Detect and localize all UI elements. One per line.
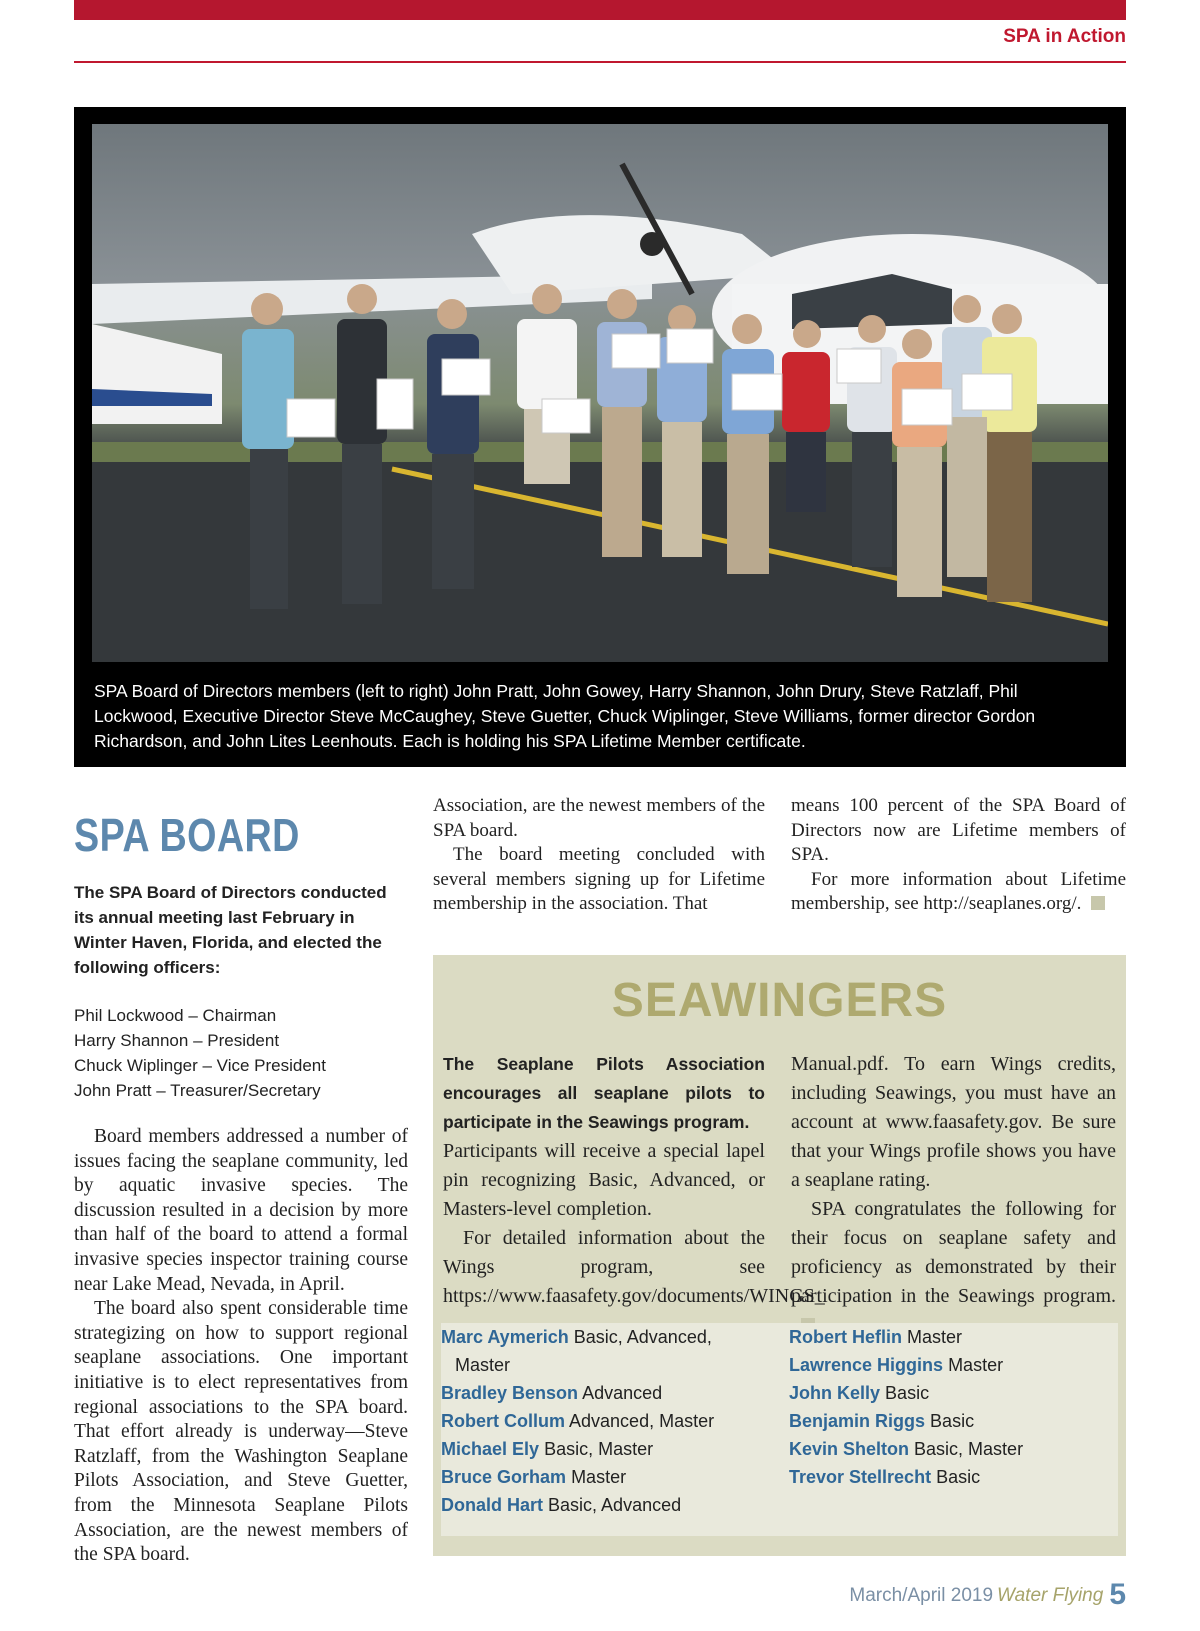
honoree-levels: Basic (930, 1411, 975, 1431)
end-mark (1091, 896, 1105, 910)
photo-caption: SPA Board of Directors members (left to right) John Pratt, John Gowey, Harry Shannon, John Drury, Steve Ratzlaff, Phil Lockwood, Executive Director Steve McCaughey, Steve Guetter, Chuck Wiplinger, Steve Williams, former director Gordon Richardson, and John Lites Leenhouts. Each is holding his SPA Lifetime Member certificate. (94, 681, 1036, 751)
spa-board-body-col3 (791, 794, 1126, 917)
honoree-levels: Basic, Advanced, (573, 1327, 712, 1347)
body-paragraph: The board meeting concluded with several members signing up for Lifetime membership in the association. That (433, 844, 765, 915)
officer-item: Harry Shannon – President (74, 1031, 280, 1050)
honoree-levels: Basic (885, 1383, 930, 1403)
honoree-levels: Advanced, Master (569, 1411, 715, 1431)
section-label: SPA in Action (1003, 26, 1126, 47)
honoree-item (441, 1379, 662, 1408)
issue-date: March/April 2019 (849, 1585, 994, 1606)
seawingers-lead: The Seaplane Pilots Association encourages all seaplane pilots to participate in the Seawings program. (443, 1054, 765, 1132)
honoree-name: Bradley Benson (441, 1383, 579, 1403)
board-group-photo (92, 124, 1108, 662)
spa-board-lead-text: The SPA Board of Directors conducted its annual meeting last February in Winter Haven, Florida, and elected the following officers: (74, 883, 387, 977)
magazine-title: Water Flying (997, 1585, 1104, 1606)
page-number: 5 (1109, 1578, 1126, 1611)
honoree-item (789, 1379, 929, 1408)
honoree-item (441, 1323, 712, 1352)
body-paragraph (791, 868, 1126, 917)
officers-list (74, 1003, 408, 1103)
honoree-name: Trevor Stellrecht (789, 1467, 932, 1487)
honoree-item (441, 1435, 653, 1464)
officer-item: Phil Lockwood – Chairman (74, 1006, 277, 1025)
header-color-bar (74, 0, 1126, 20)
photo-frame (74, 107, 1126, 767)
honoree-item (789, 1463, 980, 1492)
honoree-name: Robert Heflin (789, 1327, 903, 1347)
honoree-item (441, 1491, 681, 1520)
header-rule (74, 61, 1126, 63)
body-paragraph-continued: means 100 percent of the SPA Board of Directors now are Lifetime members of SPA. (791, 795, 1126, 866)
honoree-levels: Basic, Master (544, 1439, 654, 1459)
honoree-item (789, 1407, 974, 1436)
honoree-levels: Basic, Master (914, 1439, 1024, 1459)
honoree-name: John Kelly (789, 1383, 881, 1403)
honoree-name: Bruce Gorham (441, 1467, 567, 1487)
seawingers-paragraph: Participants will receive a special lapel pin recognizing Basic, Advanced, or Masters-level completion. (443, 1140, 765, 1220)
honoree-levels: Master (571, 1467, 627, 1487)
honoree-item (789, 1351, 1003, 1380)
seawings-honoree-list (441, 1323, 1118, 1536)
honoree-name: Lawrence Higgins (789, 1355, 944, 1375)
body-paragraph: Board members addressed a number of issues facing the seaplane community, led by aquatic invasive species. The discussion resulted in a decision by more than half of the board to attend a formal invasive species inspector training course near Lake Mead, Nevada, in April. (74, 1126, 408, 1295)
honoree-name: Michael Ely (441, 1439, 540, 1459)
honoree-name: Benjamin Riggs (789, 1411, 926, 1431)
spa-board-body-col2 (433, 794, 765, 919)
seawingers-col2 (791, 1050, 1116, 1340)
honoree-name: Kevin Shelton (789, 1439, 910, 1459)
seawingers-col1 (443, 1050, 825, 1311)
honoree-name: Marc Aymerich (441, 1327, 569, 1347)
honoree-name: Donald Hart (441, 1495, 544, 1515)
seawingers-paragraph-continued: Manual.pdf. To earn Wings credits, including Seawings, you must have an account at www.faasafety.gov. Be sure that your Wings profile shows you have a seaplane rating. (791, 1053, 1116, 1191)
congratulations-text: SPA congratulates the following for their focus on seaplane safety and proficiency as demonstrated by their participation in the Seawings program. (791, 1198, 1116, 1307)
honoree-item (441, 1407, 714, 1436)
body-paragraph-continued: Association, are the newest members of the SPA board. (433, 795, 765, 841)
honoree-item (441, 1463, 626, 1492)
seawingers-paragraph (791, 1195, 1116, 1340)
honoree-levels: Master (948, 1355, 1004, 1375)
honoree-name: Robert Collum (441, 1411, 565, 1431)
page-footer (849, 1578, 1126, 1612)
honoree-levels: Basic (936, 1467, 981, 1487)
honoree-levels-continued: Master (455, 1355, 511, 1375)
honoree-levels: Master (907, 1327, 963, 1347)
spa-board-lead (74, 880, 408, 980)
officer-item: Chuck Wiplinger – Vice President (74, 1056, 326, 1075)
spa-board-body-col1 (74, 1125, 408, 1568)
body-paragraph: The board also spent considerable time strategizing on how to support regional seaplane associations. One important initiative is to elect representatives from regional associations to the SPA board. That effort already is underway—Steve Ratzlaff, from the Washington Seaplane Pilots Association, and Steve Guetter, from the Minnesota Seaplane Pilots Association, are the newest members of the SPA board. (74, 1298, 408, 1566)
honoree-levels: Advanced (582, 1383, 663, 1403)
seawingers-title: SEAWINGERS (611, 974, 948, 1027)
honoree-item (789, 1323, 962, 1352)
officer-item: John Pratt – Treasurer/Secretary (74, 1081, 321, 1100)
spa-board-headline: SPA BOARD (74, 809, 300, 861)
seawingers-box (433, 955, 1126, 1556)
seawingers-paragraph: For detailed information about the Wings program, see https://www.faasafety.gov/documents/WINGS_ (443, 1227, 825, 1307)
lifetime-info-text: For more information about Lifetime membership, see http://seaplanes.org/. (791, 868, 1126, 915)
seaplane-group-illustration (92, 124, 1108, 662)
honoree-item (789, 1435, 1023, 1464)
honoree-levels: Basic, Advanced (548, 1495, 682, 1515)
